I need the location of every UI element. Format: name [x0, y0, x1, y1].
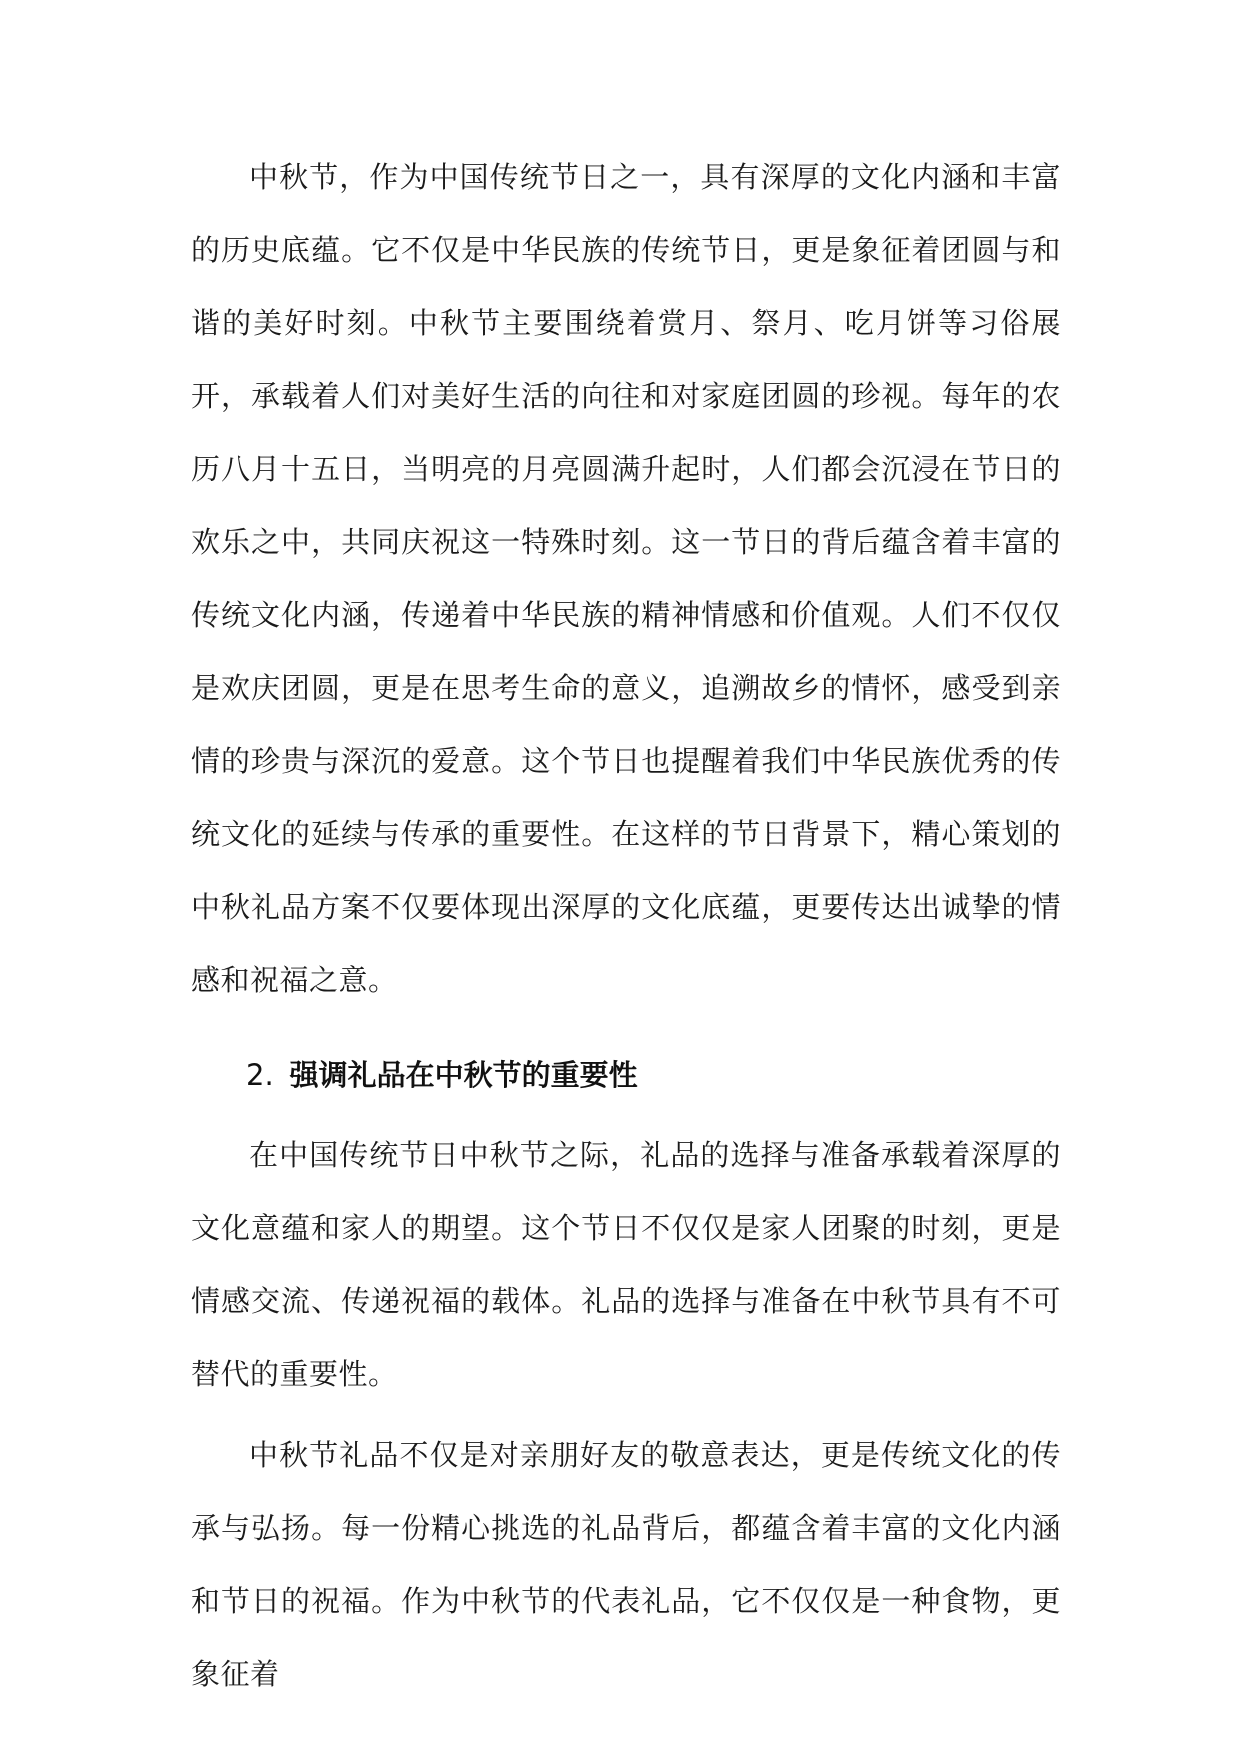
document-body	[191, 141, 1061, 1711]
section-number: 2.	[246, 1058, 274, 1092]
section-paragraph-1: 在中国传统节日中秋节之际，礼品的选择与准备承载着深厚的文化意蕴和家人的期望。这个节日不仅仅是家人团聚的时刻，更是情感交流、传递祝福的载体。礼品的选择与准备在中秋节具有不可替代的重要性。	[191, 1138, 1061, 1391]
section-heading	[191, 1045, 1061, 1105]
intro-paragraph: 中秋节，作为中国传统节日之一，具有深厚的文化内涵和丰富的历史底蕴。它不仅是中华民族的传统节日，更是象征着团圆与和谐的美好时刻。中秋节主要围绕着赏月、祭月、吃月饼等习俗展开，承载着人们对美好生活的向往和对家庭团圆的珍视。每年的农历八月十五日，当明亮的月亮圆满升起时，人们都会沉浸在节日的欢乐之中，共同庆祝这一特殊时刻。这一节日的背后蕴含着丰富的传统文化内涵，传递着中华民族的精神情感和价值观。人们不仅仅是欢庆团圆，更是在思考生命的意义，追溯故乡的情怀，感受到亲情的珍贵与深沉的爱意。这个节日也提醒着我们中华民族优秀的传统文化的延续与传承的重要性。在这样的节日背景下，精心策划的中秋礼品方案不仅要体现出深厚的文化底蕴，更要传达出诚挚的情感和祝福之意。	[191, 160, 1061, 997]
section-title: 强调礼品在中秋节的重要性	[289, 1058, 638, 1092]
section-paragraph-2: 中秋节礼品不仅是对亲朋好友的敬意表达，更是传统文化的传承与弘扬。每一份精心挑选的礼品背后，都蕴含着丰富的文化内涵和节日的祝福。作为中秋节的代表礼品，它不仅仅是一种食物，更象征着	[191, 1438, 1061, 1691]
